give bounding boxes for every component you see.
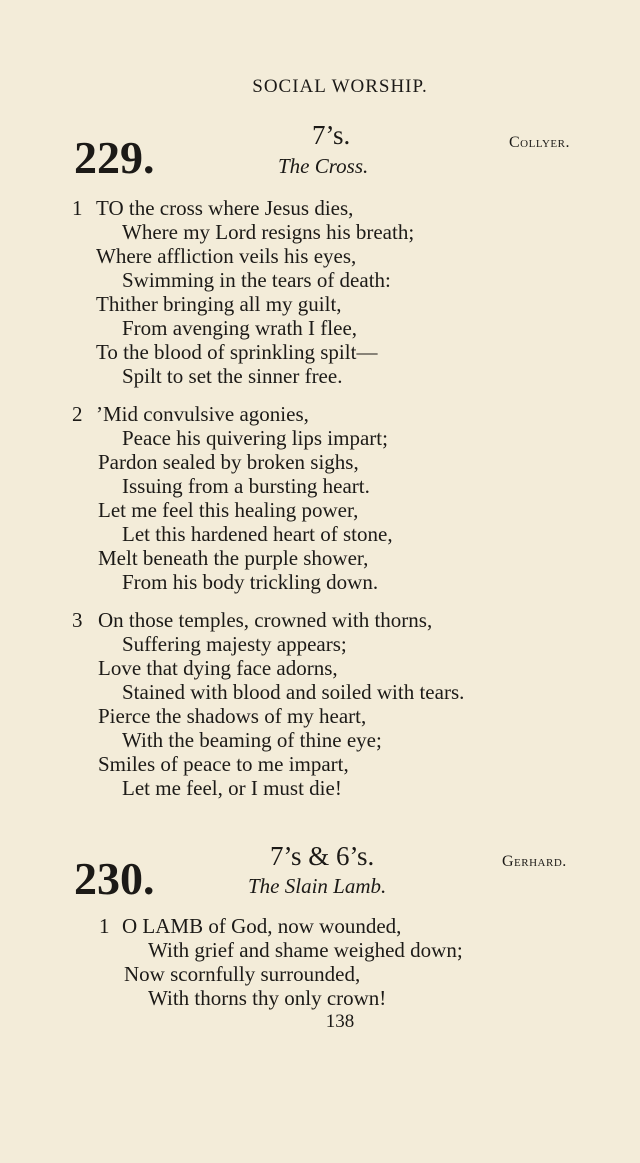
- hymn-number: 230.: [74, 853, 155, 904]
- verse-number: 2: [72, 402, 83, 426]
- verse-line: To the blood of sprinkling spilt—: [96, 340, 378, 364]
- verse-line: ’Mid convulsive agonies,: [96, 402, 309, 426]
- verse-line: Thither bringing all my guilt,: [96, 292, 342, 316]
- verse-line: Smiles of peace to me impart,: [98, 752, 349, 776]
- verse-line: Now scornfully surrounded,: [124, 962, 361, 986]
- verse-number: 3: [72, 608, 83, 632]
- verse-line: Where my Lord resigns his breath;: [122, 220, 415, 244]
- verse-line: Pierce the shadows of my heart,: [98, 704, 367, 728]
- hymn-title: The Cross.: [278, 154, 369, 178]
- verse-line: Where affliction veils his eyes,: [96, 244, 357, 268]
- verse-line: With grief and shame weighed down;: [148, 938, 463, 962]
- verse-line: TO the cross where Jesus dies,: [96, 196, 354, 220]
- verse-line: On those temples, crowned with thorns,: [98, 608, 433, 632]
- verse-line: Swimming in the tears of death:: [122, 268, 391, 292]
- verse-line: Let me feel, or I must die!: [122, 776, 342, 800]
- hymn-composer: Collyer.: [509, 134, 570, 151]
- verse-line: Melt beneath the purple shower,: [98, 546, 369, 570]
- hymn-composer: Gerhard.: [502, 853, 567, 870]
- verse-line: Peace his quivering lips impart;: [122, 426, 388, 450]
- verse-line: Spilt to set the sinner free.: [122, 364, 343, 388]
- verse-line: Let this hardened heart of stone,: [122, 522, 393, 546]
- verse-line: From his body trickling down.: [122, 570, 379, 594]
- verse-line: Stained with blood and soiled with tears.: [122, 680, 465, 704]
- verse-line: With the beaming of thine eye;: [122, 728, 382, 752]
- hymn-meter: 7’s & 6’s.: [270, 841, 375, 871]
- hymn-meter: 7’s.: [312, 120, 351, 150]
- verse-line: Pardon sealed by broken sighs,: [98, 450, 359, 474]
- hymn-title: The Slain Lamb.: [248, 874, 387, 898]
- verse-line: Love that dying face adorns,: [98, 656, 338, 680]
- verse-line: Issuing from a bursting heart.: [122, 474, 370, 498]
- verse-line: O LAMB of God, now wounded,: [122, 914, 402, 938]
- hymn-number: 229.: [74, 132, 155, 183]
- verse-number: 1: [72, 196, 83, 220]
- verse-line: From avenging wrath I flee,: [122, 316, 358, 340]
- verse-number: 1: [99, 914, 110, 938]
- page-number: 138: [325, 1011, 355, 1032]
- verse-line: With thorns thy only crown!: [148, 986, 387, 1010]
- verse-line: Let me feel this healing power,: [98, 498, 359, 522]
- running-head: SOCIAL WORSHIP.: [252, 76, 428, 97]
- verse-line: Suffering majesty appears;: [122, 632, 347, 656]
